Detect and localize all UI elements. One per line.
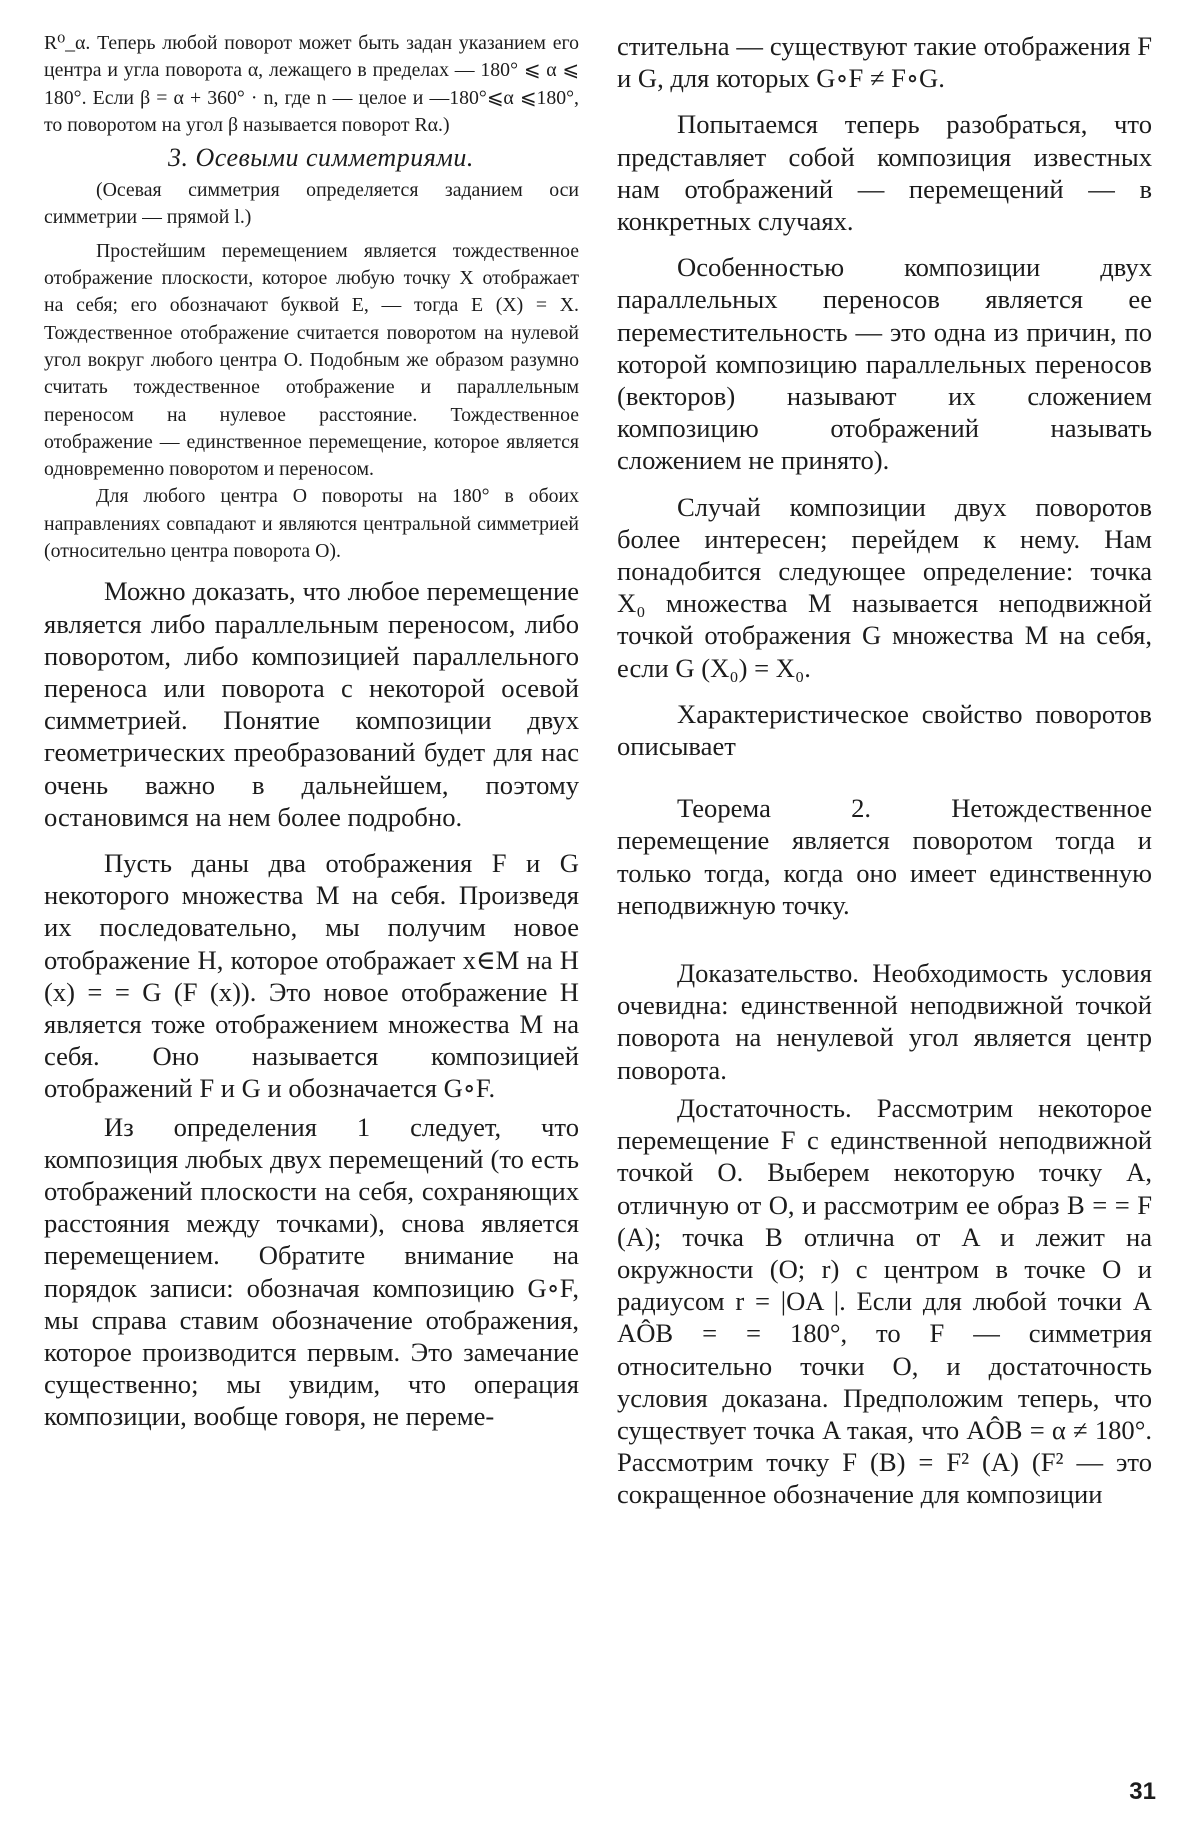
paragraph-identity-map: Простейшим перемещением является тождественное отображение плоскости, которое любую точку X отображает на себя; его обозначают буквой E, — тогда E (X) = X. Тождественное отображение считается поворотом на нулевой угол вокруг любого центра O. Подобным же образом разумно считать тождественное отображение и параллельным переносом на нулевое расстояние. Тождественное отображение — единственное перемещение, которое является одновременно поворотом и переносом. — [44, 239, 579, 481]
paragraph-proof-necessity: Доказательство. Необходимость условия очевидна: единственной неподвижной точкой поворота на ненулевой угол является центр поворота. — [617, 958, 1152, 1085]
paragraph-translations: Особенностью композиции двух параллельных переносов является ее переместительность — это одна из причин, по которой композицию параллельных переносов (векторов) называют их сложением композицию отображений называть сложением не принято). — [617, 252, 1152, 476]
left-column — [44, 30, 579, 1433]
paragraph-central-symmetry: Для любого центра O повороты на 180° в обоих направлениях совпадают и являются центральной симметрией (относительно центра поворота O). — [44, 485, 579, 563]
paragraph-proof-sufficiency: Достаточность. Рассмотрим некоторое перемещение F с единственной неподвижной точкой O. Выберем некоторую точку A, отличную от O, и рассмотрим ее образ B = = F (A); точка B отлична от A и лежит на окружности (O; r) с центром в точке O и радиусом r = |OA |. Если для любой точки A AÔB = = 180°, то F — симметрия относительно точки O, и достаточность условия доказана. Предположим теперь, что существует точка A такая, что AÔB = α ≠ 180°. Рассмотрим точку F (B) = F² (A) (F² — это сокращенное обозначение для композиции — [617, 1092, 1152, 1510]
list-item-heading: 3. Осевыми симметриями. — [168, 143, 474, 173]
paragraph-characteristic-property: Характеристическое свойство поворотов описывает — [617, 698, 1152, 762]
paragraph-theorem-2: Теорема 2. Нетождественное перемещение является поворотом тогда и только тогда, когда оно имеет единственную неподвижную точку. — [617, 793, 1152, 920]
page-number: 31 — [1129, 1778, 1156, 1805]
right-column — [617, 30, 1152, 1511]
paragraph-composition-definition: Пусть даны два отображения F и G некоторого множества M на себя. Произведя их последовательно, мы получим новое отображение H, которое отображает x∈M на H (x) = = G (F (x)). Это новое отображение H является тоже отображением множества M на себя. Оно называется композицией отображений F и G и обозначается G∘F. — [44, 847, 579, 1104]
paragraph-axial-symmetry-note: (Осевая симметрия определяется заданием оси симметрии — прямой l.) — [44, 179, 579, 229]
list-item-axial-symmetry — [44, 143, 579, 173]
paragraph-movement-types: Можно доказать, что любое перемещение является либо параллельным переносом, либо поворотом, либо композицией параллельного переноса или поворота с некоторой осевой симметрией. Понятие композиции двух геометрических преобразований будет для нас очень важно в дальнейшем, поэтому остановимся на нем более подробно. — [44, 576, 579, 832]
paragraph-rotation-definition: R⁰_α. Теперь любой поворот может быть задан указанием его центра и угла поворота α, лежащего в пределах — 180° ⩽ α ⩽ 180°. Если β = α + 360° · n, где n — целое и —180°⩽α ⩽180°, то поворотом на угол β называется поворот Rα.) — [44, 32, 579, 136]
paragraph-composition-order: Из определения 1 следует, что композиция любых двух перемещений (то есть отображений плоскости на себя, сохраняющих расстояния между точками), снова является перемещением. Обратите внимание на порядок записи: обозначая композицию G∘F, мы справа ставим обозначение отображения, которое производится первым. Это замечание существенно; мы увидим, что операция композиции, вообще говоря, не переме- — [44, 1111, 579, 1432]
paragraph-composition-intro: Попытаемся теперь разобраться, что представляет собой композиция известных нам отображений — перемещений — в конкретных случаях. — [617, 109, 1152, 237]
paragraph-commutativity: стительна — существуют такие отображения F и G, для которых G∘F ≠ F∘G. — [617, 31, 1152, 94]
paragraph-fixed-point-definition: Случай композиции двух поворотов более интересен; перейдем к нему. Нам понадобится следующее определение: точка X₀ множества M называется неподвижной точкой отображения G множества M на себя, если G (X₀) = X₀. — [617, 491, 1152, 683]
